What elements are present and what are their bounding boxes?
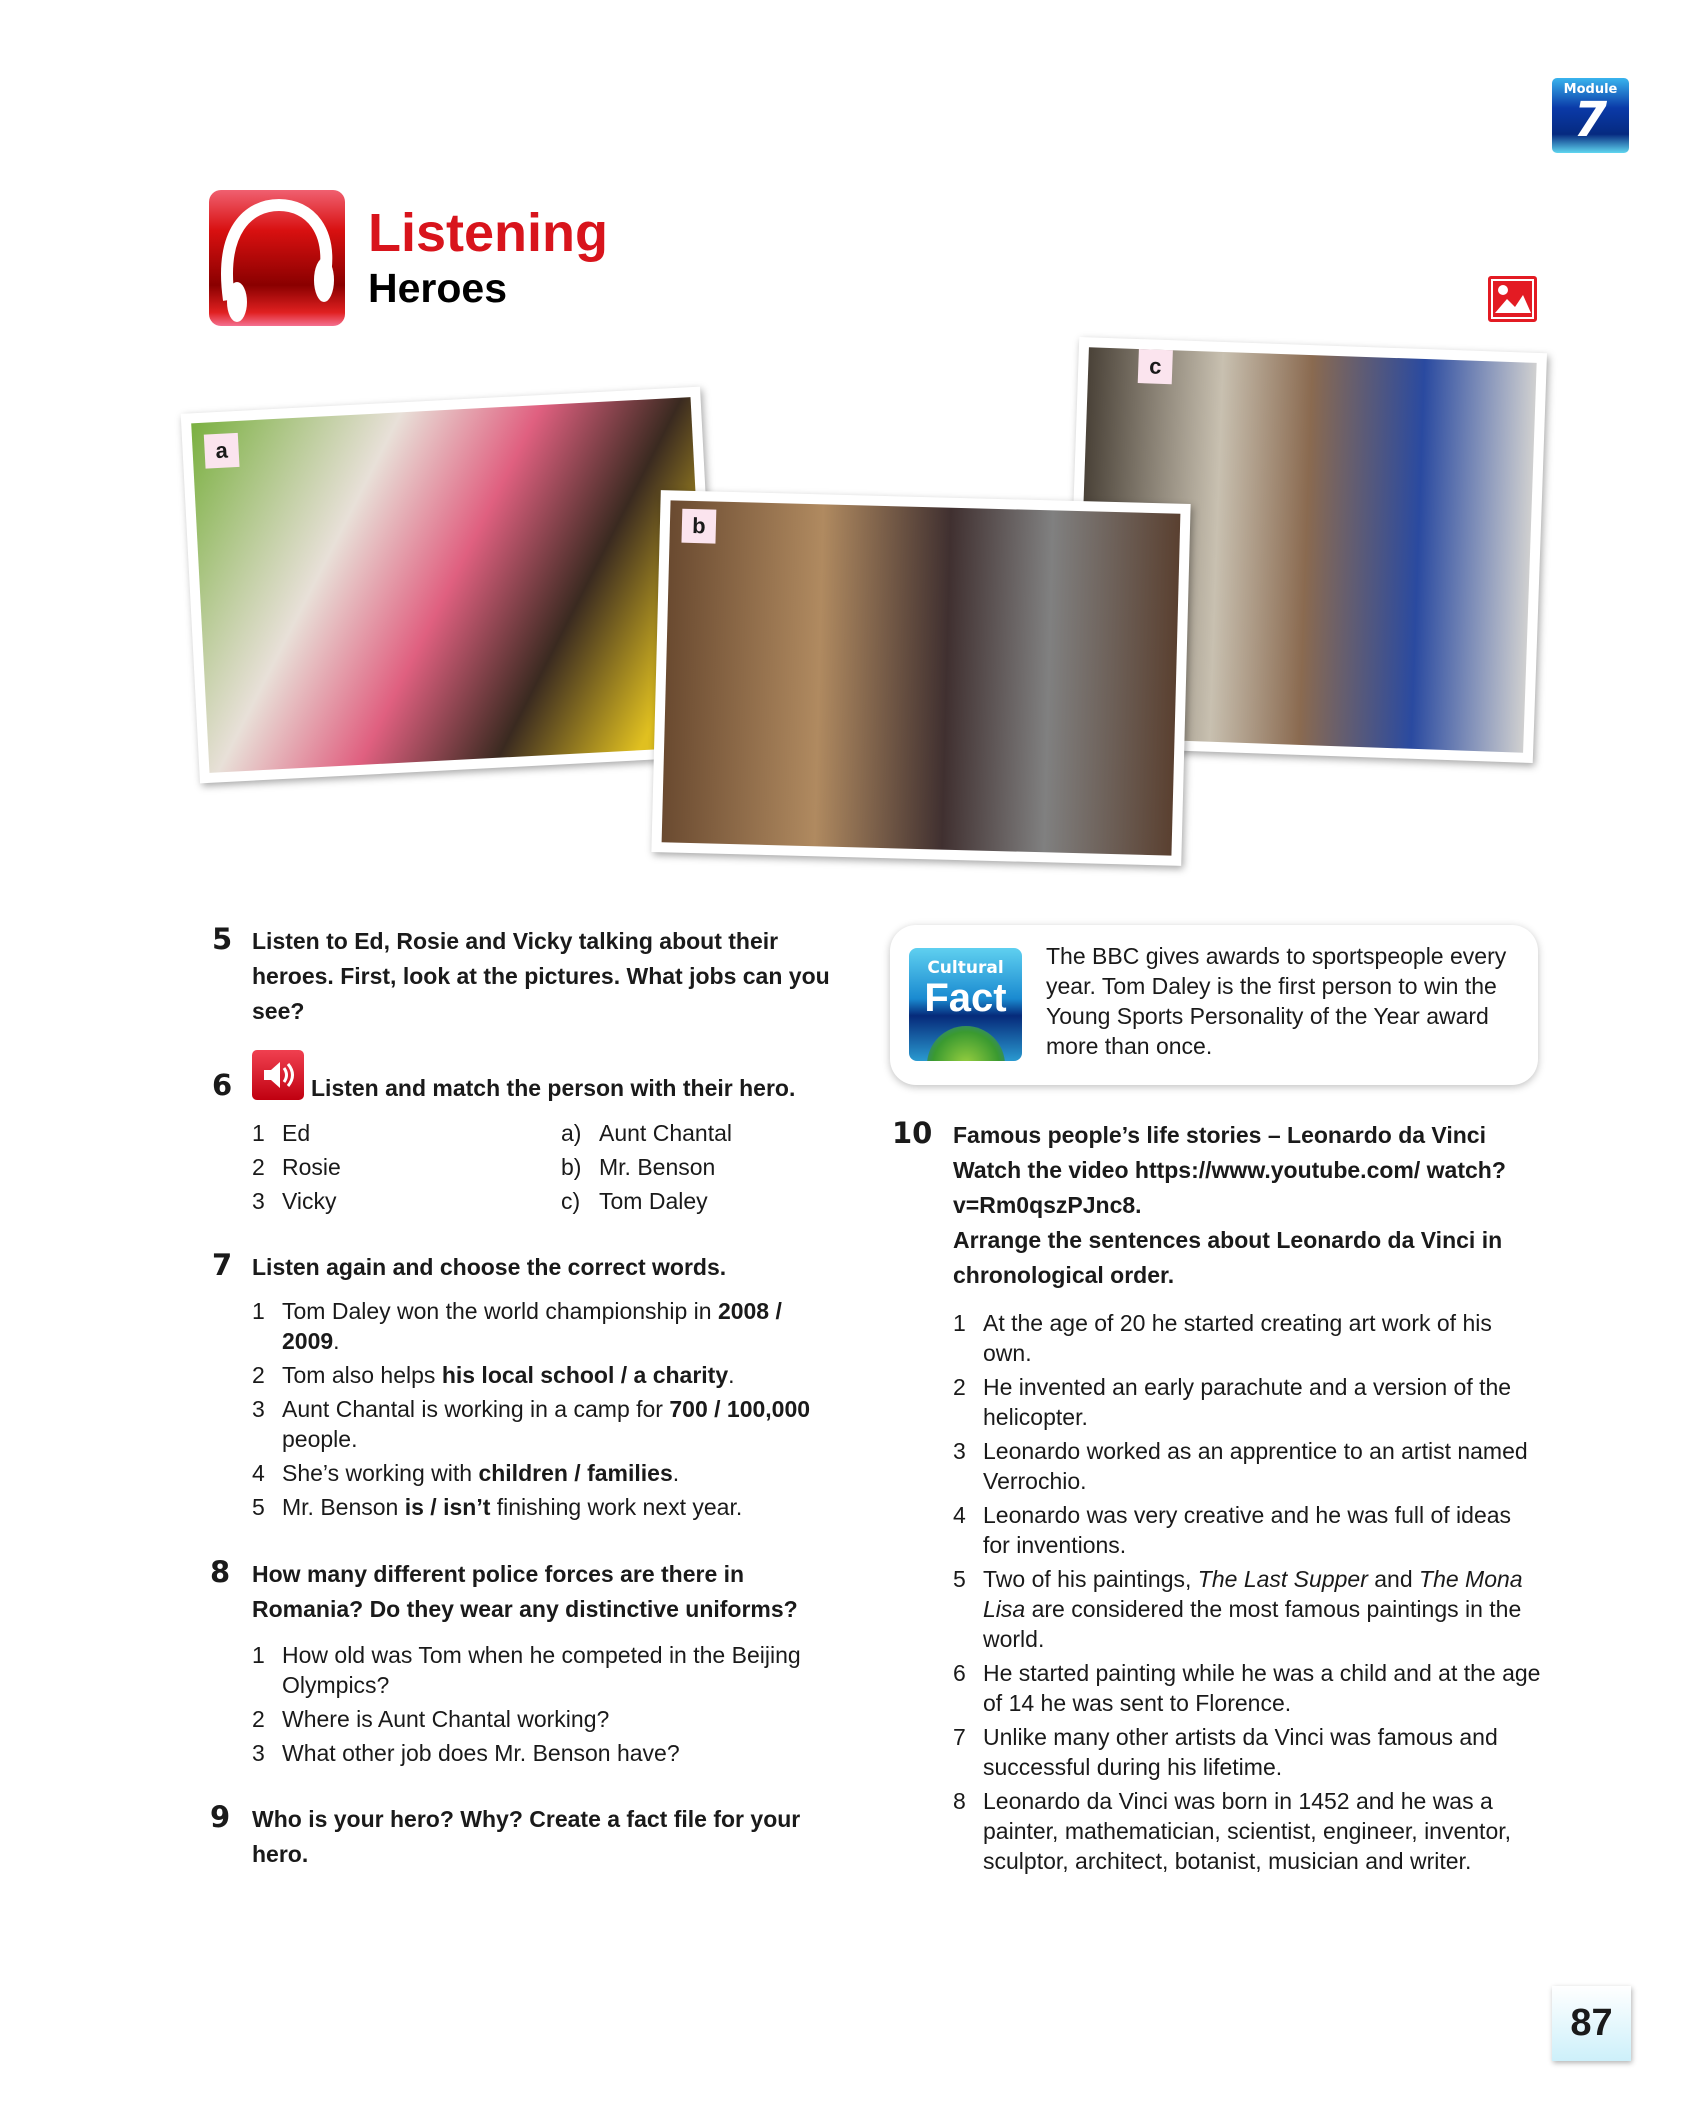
item-number: 2	[252, 1154, 265, 1180]
photo-tag: c	[1138, 349, 1173, 384]
person-name: Rosie	[282, 1154, 341, 1180]
hero-name: Tom Daley	[599, 1188, 708, 1214]
item-number: 3	[252, 1396, 265, 1422]
list-item	[252, 1640, 812, 1700]
exercise-7-list	[252, 1296, 822, 1526]
item-number: 4	[953, 1502, 966, 1528]
section-title: Listening	[368, 203, 608, 263]
list-item	[252, 1360, 822, 1390]
list-item	[252, 1458, 822, 1488]
module-label: Module	[1563, 82, 1618, 97]
item-text: Where is Aunt Chantal working?	[282, 1706, 610, 1732]
exercise-7-number: 7	[212, 1248, 233, 1282]
painting-title: The Mona Lisa	[983, 1566, 1523, 1622]
word-choice[interactable]: his local school / a charity	[441, 1362, 729, 1388]
list-item	[953, 1436, 1543, 1496]
section-subtitle: Heroes	[368, 265, 508, 311]
list-item	[252, 1492, 822, 1522]
module-number: 7	[1573, 92, 1608, 148]
item-text: .	[333, 1328, 340, 1354]
item-number: 1	[252, 1298, 265, 1324]
exercise-8-list	[252, 1640, 812, 1772]
item-number: 1	[252, 1642, 265, 1668]
photo-a	[181, 387, 720, 784]
badge-label: Cultural	[927, 958, 1004, 978]
word-choice[interactable]: 2008 / 2009	[282, 1298, 782, 1354]
exercise-5-number: 5	[212, 922, 233, 956]
person-name: Ed	[282, 1120, 311, 1146]
item-text: He invented an early parachute and a version of the helicopter.	[983, 1374, 1512, 1430]
list-item	[252, 1394, 822, 1454]
globe-icon	[927, 1026, 1005, 1061]
item-text: Leonardo da Vinci was born in 1452 and he was a painter, mathematician, scientist, engineer, inventor, sculptor, architect, botanist, musician and writer.	[983, 1788, 1512, 1874]
item-text: finishing work next year.	[490, 1494, 743, 1520]
list-item	[953, 1308, 1543, 1368]
item-text: Two of his paintings,	[983, 1566, 1198, 1592]
item-text: What other job does Mr. Benson have?	[282, 1740, 680, 1766]
item-text: .	[672, 1460, 680, 1486]
exercise-10-number: 10	[892, 1116, 933, 1150]
item-number: 6	[953, 1660, 966, 1686]
heroes-list	[561, 1118, 841, 1220]
badge-title: Fact	[924, 976, 1007, 1020]
word-choice[interactable]: is / isn’t	[404, 1494, 491, 1520]
exercise-8-number: 8	[210, 1555, 231, 1589]
list-item	[953, 1372, 1543, 1432]
item-text: At the age of 20 he started creating art work of his own.	[983, 1310, 1492, 1366]
image-gallery-icon[interactable]	[1488, 276, 1537, 322]
item-text: She’s working with	[282, 1460, 479, 1486]
person-name: Vicky	[282, 1188, 337, 1214]
item-letter: a)	[561, 1120, 582, 1146]
list-item	[953, 1564, 1543, 1654]
item-text: How old was Tom when he competed in the Beijing Olympics?	[282, 1642, 801, 1698]
exercise-6-number: 6	[212, 1068, 233, 1102]
word-choice[interactable]: 700 / 100,000	[669, 1396, 811, 1422]
word-choice[interactable]: children / families	[478, 1460, 673, 1486]
cultural-fact-badge	[909, 948, 1022, 1061]
item-number: 2	[252, 1362, 265, 1388]
exercise-9-number: 9	[210, 1800, 231, 1834]
hero-name: Mr. Benson	[599, 1154, 716, 1180]
item-number: 3	[953, 1438, 966, 1464]
exercise-6-instruction: Listen and match the person with their hero.	[311, 1075, 796, 1101]
item-number: 1	[953, 1310, 966, 1336]
exercise-5-instruction: Listen to Ed, Rosie and Vicky talking about their heroes. First, look at the pictures. What jobs can you see?	[252, 928, 830, 1024]
item-text: Tom Daley won the world championship in	[282, 1298, 718, 1324]
exercise-10-instruction	[953, 1118, 1533, 1293]
painting-title: The Last Supper	[1197, 1566, 1368, 1592]
photo-b	[651, 490, 1190, 866]
item-text: people.	[282, 1426, 358, 1452]
item-number: 1	[252, 1120, 265, 1146]
people-list	[252, 1118, 552, 1220]
item-number: 4	[252, 1460, 265, 1486]
video-link[interactable]: Watch the video https://www.youtube.com/ watch?v=Rm0qszPJnc8.	[953, 1157, 1506, 1218]
list-item	[953, 1500, 1543, 1560]
list-item	[953, 1786, 1543, 1876]
item-number: 5	[953, 1566, 966, 1592]
exercise-9-instruction: Who is your hero? Why? Create a fact file for your hero.	[252, 1806, 801, 1867]
exercise-10-list	[953, 1308, 1543, 1880]
module-badge	[1552, 78, 1629, 153]
exercise-8-instruction: How many different police forces are there in Romania? Do they wear any distinctive uniforms?	[252, 1561, 798, 1622]
item-text: Aunt Chantal is working in a camp for	[282, 1396, 670, 1422]
cultural-fact-box	[890, 925, 1538, 1085]
item-number: 5	[252, 1494, 265, 1520]
item-text: are considered the most famous paintings in the world.	[983, 1596, 1522, 1652]
list-item	[252, 1296, 822, 1356]
item-number: 2	[953, 1374, 966, 1400]
cultural-fact-text: The BBC gives awards to sportspeople every year. Tom Daley is the first person to win the Young Sports Personality of the Year award more than once.	[1046, 943, 1507, 1059]
item-letter: b)	[561, 1154, 582, 1180]
exercise-10-title: Famous people’s life stories – Leonardo da Vinci	[953, 1122, 1486, 1148]
audio-play-icon[interactable]	[252, 1050, 304, 1100]
item-text: Leonardo was very creative and he was full of ideas for inventions.	[983, 1502, 1512, 1558]
item-number: 7	[953, 1724, 966, 1750]
item-text: Leonardo worked as an apprentice to an artist named Verrochio.	[983, 1438, 1528, 1494]
item-text: and	[1367, 1566, 1420, 1592]
item-text: Unlike many other artists da Vinci was famous and successful during his lifetime.	[983, 1724, 1498, 1780]
item-number: 2	[252, 1706, 265, 1732]
headphones-icon	[209, 190, 345, 326]
list-item	[953, 1658, 1543, 1718]
hero-name: Aunt Chantal	[599, 1120, 732, 1146]
item-text: He started painting while he was a child and at the age of 14 he was sent to Florence.	[983, 1660, 1541, 1716]
list-item	[252, 1738, 812, 1768]
item-number: 8	[953, 1788, 966, 1814]
photo-tag: a	[204, 433, 240, 469]
item-text: .	[728, 1362, 735, 1388]
list-item	[953, 1722, 1543, 1782]
photo-tag: b	[681, 509, 716, 544]
item-number: 3	[252, 1740, 265, 1766]
page-number: 87	[1552, 1986, 1631, 2061]
exercise-10-task: Arrange the sentences about Leonardo da Vinci in chronological order.	[953, 1227, 1503, 1288]
item-number: 3	[252, 1188, 265, 1214]
list-item	[252, 1704, 812, 1734]
exercise-7-instruction: Listen again and choose the correct words.	[252, 1254, 727, 1280]
item-text: Mr. Benson	[282, 1494, 405, 1520]
item-letter: c)	[561, 1188, 581, 1214]
item-text: Tom also helps	[282, 1362, 442, 1388]
